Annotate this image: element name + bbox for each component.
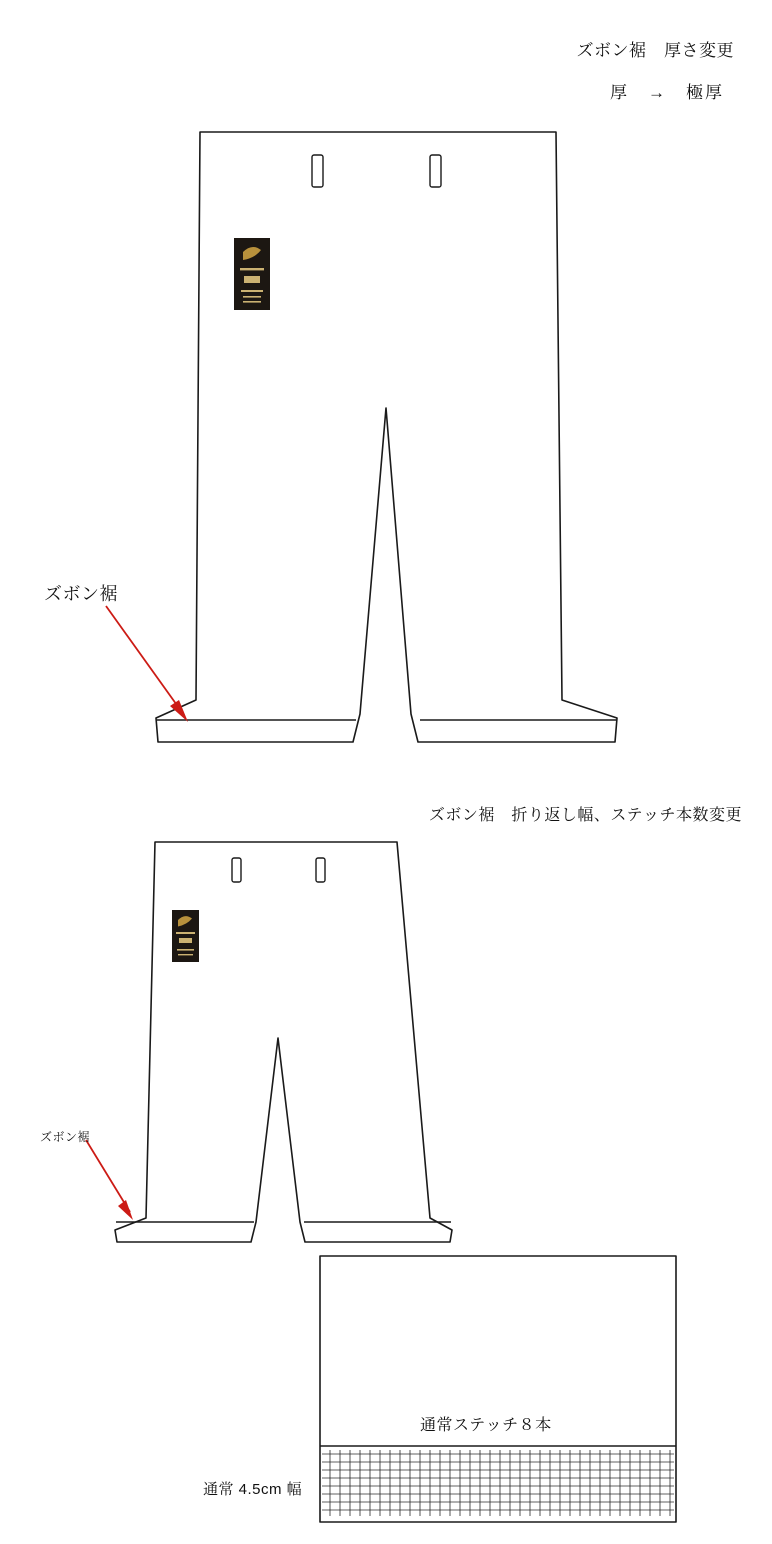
hem-detail-outline <box>320 1256 676 1522</box>
hem-callout-arrow-top <box>106 606 184 715</box>
hem-detail-illustration <box>0 1250 772 1540</box>
trousers-illustration-middle <box>0 830 772 1280</box>
top-section-heading-primary: ズボン裾 厚さ変更 <box>576 41 734 60</box>
trousers-outline-top <box>156 132 617 742</box>
trousers-outline-middle <box>115 842 452 1242</box>
hem-callout-arrowhead-middle <box>118 1200 133 1220</box>
stitch-count-label: 通常ステッチ８本 <box>420 1417 552 1434</box>
brand-tag-top <box>234 238 270 310</box>
hem-callout-arrow-middle <box>86 1140 130 1212</box>
brand-tag-middle <box>172 910 199 962</box>
hem-callout-label-top: ズボン裾 <box>44 584 118 604</box>
fold-width-label: 通常 4.5cm 幅 <box>203 1481 303 1498</box>
middle-section-heading: ズボン裾 折り返し幅、ステッチ本数変更 <box>428 807 742 824</box>
top-section-heading-secondary: 厚 → 極厚 <box>610 83 724 102</box>
hem-callout-label-middle: ズボン裾 <box>40 1130 91 1144</box>
